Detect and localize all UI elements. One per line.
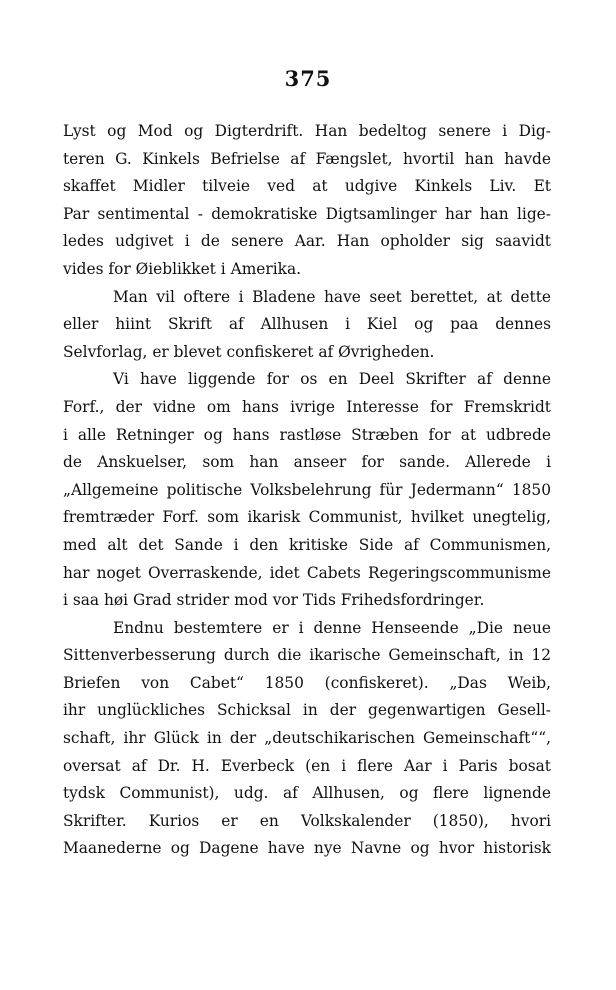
text-line: de Anskuelser, som han anseer for sande. Allerede i (63, 453, 551, 472)
text-line: Briefen von Cabet“ 1850 (confiskeret). „Das Weib, (63, 673, 551, 692)
text-line: har noget Overraskende, idet Cabets Regeringscommunisme (63, 563, 551, 582)
text-line: „Allgemeine politische Volksbelehrung für Jedermann“ 1850 (63, 480, 551, 499)
text-line: ihr unglückliches Schicksal in der gegenwartigen Gesell- (63, 701, 551, 720)
text-line: i saa høi Grad strider mod vor Tids Frihedsfordringer. (63, 591, 485, 610)
text-line: vides for Øieblikket i Amerika. (63, 259, 302, 278)
text-line: Man vil oftere i Bladene have seet berettet, at dette (113, 287, 551, 306)
text-line: Selvforlag, er blevet confiskeret af Øvrigheden. (63, 342, 435, 361)
text-line: Sittenverbesserung durch die ikarische Gemeinschaft, in 12 (63, 646, 551, 665)
text-line: ledes udgivet i de senere Aar. Han opholder sig saavidt (63, 232, 551, 251)
text-line: fremtræder Forf. som ikarisk Communist, hvilket unegtelig, (63, 508, 551, 527)
text-line: schaft, ihr Glück in der „deutschikarischen Gemeinschaft““, (63, 729, 551, 748)
text-line: Endnu bestemtere er i denne Henseende „Die neue (113, 618, 551, 637)
text-line: Vi have liggende for os en Deel Skrifter af denne (113, 370, 551, 389)
text-line: oversat af Dr. H. Everbeck (en i flere Aar i Paris bosat (63, 756, 551, 775)
text-line: i alle Retninger og hans rastløse Stræben for at udbrede (63, 425, 551, 444)
text-line: teren G. Kinkels Befrielse af Fængslet, hvortil han havde (63, 149, 551, 168)
body-text (63, 118, 551, 863)
text-line: Par sentimental - demokratiske Digtsamlinger har han lige- (63, 204, 551, 223)
text-line: Forf., der vidne om hans ivrige Interesse for Fremskridt (63, 397, 551, 416)
text-line: skaffet Midler tilveie ved at udgive Kinkels Liv. Et (63, 177, 551, 196)
page-number: 375 (284, 66, 332, 91)
text-line: Maanederne og Dagene have nye Navne og hvor historisk (63, 839, 551, 858)
text-line: Skrifter. Kurios er en Volkskalender (1850), hvori (63, 811, 551, 830)
text-line: eller hiint Skrift af Allhusen i Kiel og paa dennes (63, 315, 551, 334)
text-line: tydsk Communist), udg. af Allhusen, og flere lignende (63, 784, 551, 803)
text-line: Lyst og Mod og Digterdrift. Han bedeltog senere i Dig- (63, 122, 551, 140)
text-line: med alt det Sande i den kritiske Side af Communismen, (63, 535, 551, 554)
